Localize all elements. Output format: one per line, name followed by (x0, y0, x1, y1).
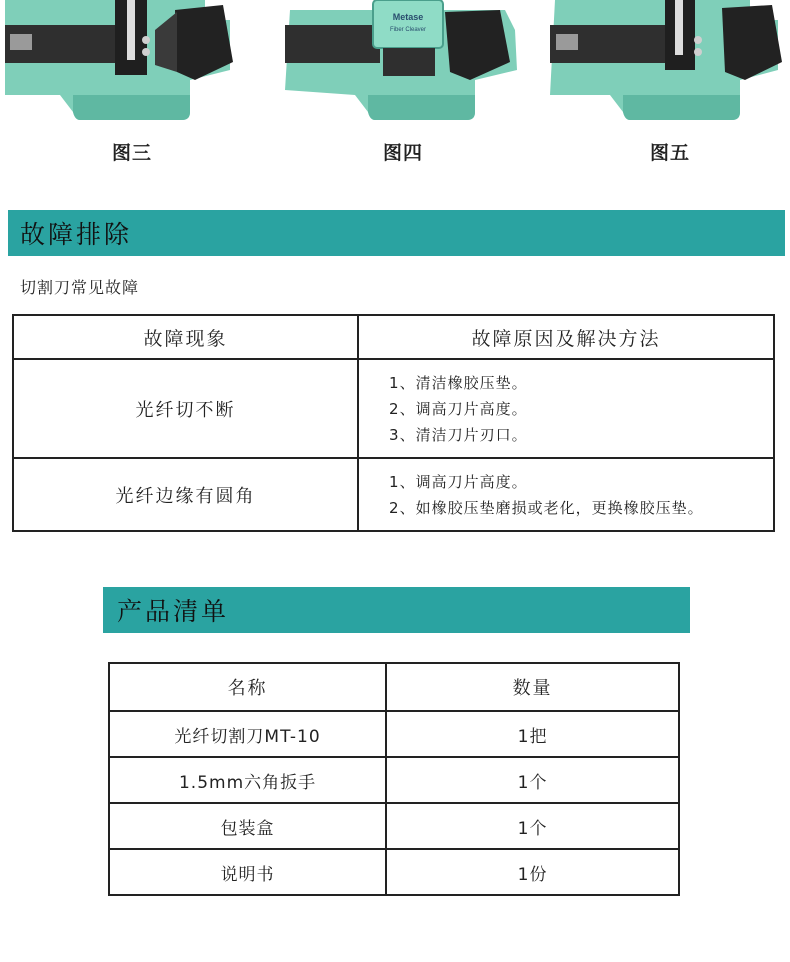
figure-5-caption: 图五 (649, 142, 690, 164)
cleaver-image-figure-3 (5, 0, 245, 125)
symptom-cell: 光纤切不断 (13, 359, 358, 458)
item-name: 1.5mm六角扳手 (109, 757, 386, 803)
item-quantity: 1个 (386, 803, 679, 849)
troubleshooting-header (8, 210, 785, 256)
item-name: 包装盒 (109, 803, 386, 849)
table-row (13, 359, 774, 458)
item-name: 说明书 (109, 849, 386, 895)
item-quantity: 1把 (386, 711, 679, 757)
table-row (109, 803, 679, 849)
solution-cell (358, 458, 774, 531)
product-list-table (108, 662, 680, 896)
item-quantity: 1份 (386, 849, 679, 895)
troubleshooting-table (12, 314, 775, 532)
table-header-row (13, 315, 774, 359)
solution-cell (358, 359, 774, 458)
item-name: 光纤切割刀MT-10 (109, 711, 386, 757)
item-quantity: 1个 (386, 757, 679, 803)
product-list-title: 产品清单 (117, 597, 230, 626)
brand-logo-text: Metase (392, 12, 424, 22)
solution-line: 2、如橡胶压垫磨损或老化，更换橡胶压垫。 (389, 498, 704, 517)
brand-logo-subtext: Fiber Cleaver (389, 27, 427, 33)
cleaver-image-figure-5 (550, 0, 790, 125)
table-row (109, 711, 679, 757)
table-row (13, 458, 774, 531)
product-image-row (0, 0, 790, 170)
table-header-row (109, 663, 679, 711)
solution-line: 3、清洁刀片刃口。 (389, 425, 528, 444)
table-row (109, 757, 679, 803)
solution-line: 1、清洁橡胶压垫。 (389, 373, 528, 392)
column-header-solution: 故障原因及解决方法 (358, 315, 774, 359)
product-list-header (103, 587, 690, 633)
solution-line: 1、调高刀片高度。 (389, 472, 528, 491)
figure-3-caption: 图三 (111, 142, 152, 164)
column-header-name: 名称 (109, 663, 386, 711)
symptom-cell: 光纤边缘有圆角 (13, 458, 358, 531)
troubleshooting-subtitle: 切割刀常见故障 (20, 278, 140, 297)
column-header-quantity: 数量 (386, 663, 679, 711)
solution-line: 2、调高刀片高度。 (389, 399, 528, 418)
column-header-symptom: 故障现象 (13, 315, 358, 359)
cleaver-image-figure-4 (285, 0, 525, 125)
table-row (109, 849, 679, 895)
troubleshooting-title: 故障排除 (20, 220, 133, 249)
figure-4-caption: 图四 (382, 142, 423, 164)
